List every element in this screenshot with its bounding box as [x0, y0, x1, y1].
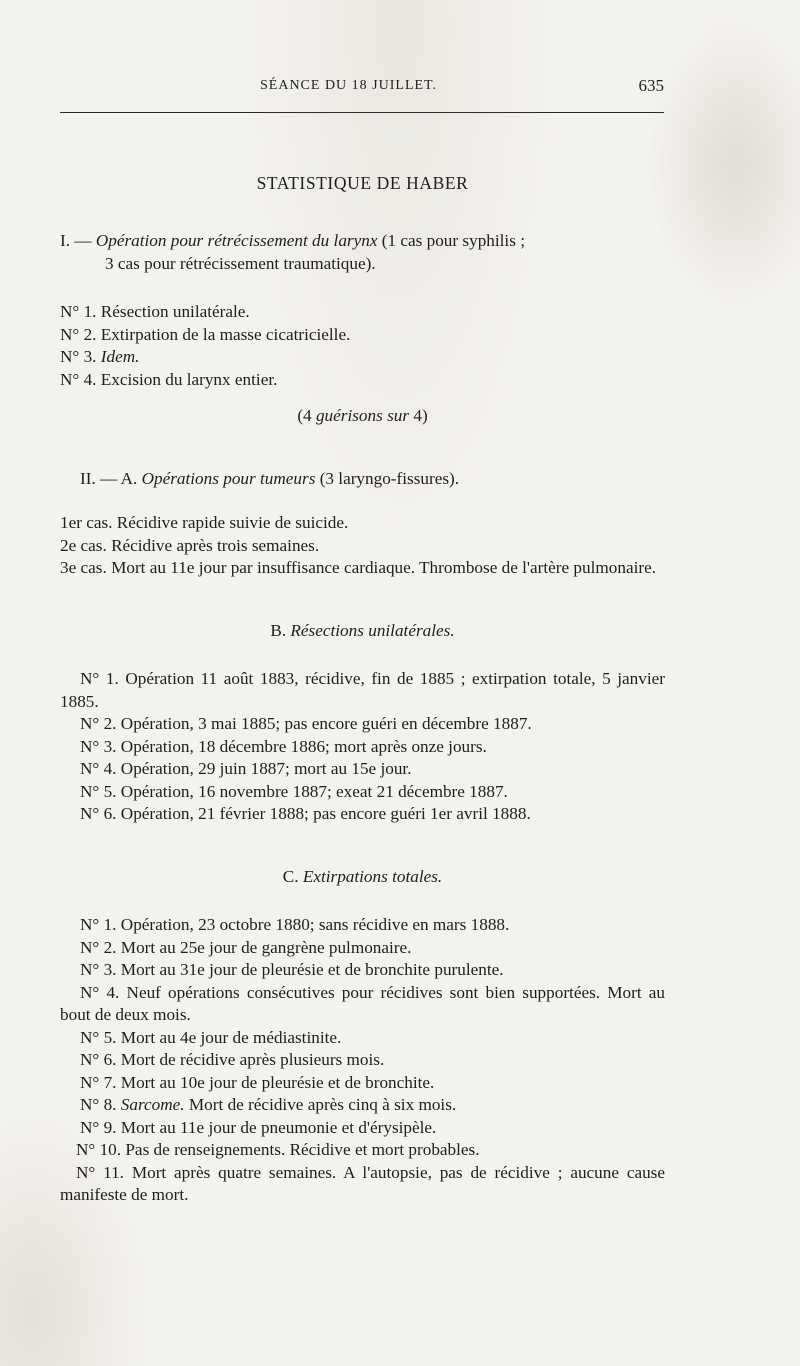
result-open: (4 — [297, 406, 316, 425]
header-rule — [60, 112, 664, 113]
item-text: Mort de récidive après plusieurs mois. — [116, 1050, 385, 1069]
item-text: Excision du larynx entier. — [96, 369, 278, 389]
case-number: 3e cas. — [60, 558, 107, 577]
item-number: N° 3. — [60, 347, 97, 366]
section-c-label: C. — [282, 866, 303, 886]
list-item — [60, 982, 665, 1027]
item-text: Neuf opérations consécutives pour récidives sont bien supportées. Mort au bout de deux mois. — [60, 982, 665, 1024]
section-1-title: Opération pour rétrécissement du larynx — [95, 231, 378, 250]
section-2a-label: II. — A. — [80, 468, 142, 488]
result-close: 4) — [409, 406, 428, 425]
case-text: Récidive après trois semaines. — [106, 535, 320, 555]
item-text: Idem. — [96, 347, 140, 366]
section-1-note: (1 cas pour syphilis ; — [377, 231, 525, 250]
item-number: N° 5. — [80, 781, 117, 801]
item-text: Pas de renseignements. Récidive et mort probables. — [121, 1140, 480, 1159]
item-text: Opération, 21 février 1888; pas encore guéri 1er avril 1888. — [116, 804, 531, 823]
item-number: N° 1. — [60, 302, 97, 321]
item-number: N° 3. — [80, 736, 117, 756]
item-text: Extirpation de la masse cicatricielle. — [96, 324, 351, 344]
item-number: N° 4. — [80, 759, 117, 778]
list-item — [60, 914, 665, 937]
list-item — [60, 346, 665, 369]
case-item — [60, 557, 665, 580]
item-number: N° 1. — [80, 915, 117, 934]
list-item — [60, 369, 665, 392]
list-item — [60, 668, 665, 713]
item-number: N° 10. — [76, 1140, 122, 1159]
item-text: Mort au 11e jour de pneumonie et d'érysipèle. — [116, 1117, 437, 1137]
case-number: 1er cas. — [60, 513, 113, 532]
section-2a-heading — [60, 468, 665, 491]
item-number: N° 11. — [76, 1162, 124, 1182]
item-number: N° 8. — [80, 1095, 117, 1114]
list-item — [60, 758, 665, 781]
list-item — [60, 803, 665, 826]
section-c-title: Extirpations totales. — [302, 866, 443, 886]
case-text: Mort au 11e jour par insuffisance cardiaque. Thrombose de l'artère pulmonaire. — [106, 558, 657, 577]
page-number: 635 — [638, 76, 664, 95]
item-number: N° 2. — [80, 937, 117, 957]
case-text: Récidive rapide suivie de suicide. — [112, 513, 349, 532]
item-text: Opération, 16 novembre 1887; exeat 21 décembre 1887. — [116, 781, 508, 801]
list-item — [60, 959, 665, 982]
item-text: Mort au 31e jour de pleurésie et de bronchite purulente. — [116, 960, 504, 979]
section-b-label: B. — [270, 620, 291, 640]
list-item — [60, 736, 665, 759]
item-text: Mort au 25e jour de gangrène pulmonaire. — [116, 937, 412, 957]
item-number: N° 3. — [80, 960, 117, 979]
section-2a-note: (3 laryngo-fissures). — [315, 468, 460, 488]
case-item — [60, 535, 665, 558]
item-italic: Sarcome. — [116, 1095, 185, 1114]
item-text: Opération, 3 mai 1885; pas encore guéri en décembre 1887. — [116, 714, 532, 733]
section-1-result — [60, 405, 665, 428]
case-item — [60, 512, 665, 535]
item-text: Opération, 23 octobre 1880; sans récidive en mars 1888. — [116, 915, 510, 934]
section-2a-title: Opérations pour tumeurs — [141, 468, 316, 488]
section-b-title: Résections unilatérales. — [290, 620, 455, 640]
item-number: N° 1. — [80, 669, 119, 688]
page-header — [60, 76, 664, 100]
running-head: SÉANCE DU 18 JUILLET. — [260, 78, 438, 93]
section-1-heading — [60, 230, 665, 253]
document-body — [60, 172, 665, 1207]
list-item — [60, 1072, 665, 1095]
item-text: Mort de récidive après cinq à six mois. — [184, 1095, 457, 1114]
list-item — [60, 781, 665, 804]
section-1-note-cont: 3 cas pour rétrécissement traumatique). — [105, 253, 376, 273]
item-number: N° 4. — [80, 982, 120, 1002]
list-item — [60, 1027, 665, 1050]
item-text: Mort après quatre semaines. A l'autopsie, pas de récidive ; aucune cause manifeste de mort. — [60, 1162, 665, 1204]
item-number: N° 2. — [60, 324, 97, 344]
list-item — [60, 301, 665, 324]
list-item — [60, 1049, 665, 1072]
item-text: Résection unilatérale. — [96, 302, 250, 321]
document-title: STATISTIQUE DE HABER — [256, 173, 469, 193]
item-text: Opération, 18 décembre 1886; mort après onze jours. — [116, 736, 487, 756]
item-number: N° 5. — [80, 1027, 117, 1047]
section-c-heading — [60, 866, 665, 889]
section-1-label: I. — — [60, 231, 96, 250]
item-number: N° 6. — [80, 1050, 117, 1069]
section-b-heading — [60, 620, 665, 643]
item-text: Mort au 10e jour de pleurésie et de bronchite. — [116, 1072, 435, 1092]
item-number: N° 6. — [80, 804, 117, 823]
item-number: N° 9. — [80, 1117, 117, 1137]
list-item — [60, 713, 665, 736]
list-item — [60, 1139, 665, 1162]
item-number: N° 4. — [60, 369, 97, 389]
case-number: 2e cas. — [60, 535, 107, 555]
list-item — [60, 1162, 665, 1207]
item-number: N° 2. — [80, 714, 117, 733]
list-item — [60, 324, 665, 347]
item-text: Mort au 4e jour de médiastinite. — [116, 1027, 342, 1047]
list-item — [60, 1094, 665, 1117]
result-italic: guérisons sur — [315, 406, 410, 425]
item-number: N° 7. — [80, 1072, 117, 1092]
list-item — [60, 937, 665, 960]
list-item — [60, 1117, 665, 1140]
item-text: Opération 11 août 1883, récidive, fin de 1885 ; extirpation totale, 5 janvier 1885. — [60, 669, 665, 711]
item-text: Opération, 29 juin 1887; mort au 15e jour. — [116, 759, 412, 778]
